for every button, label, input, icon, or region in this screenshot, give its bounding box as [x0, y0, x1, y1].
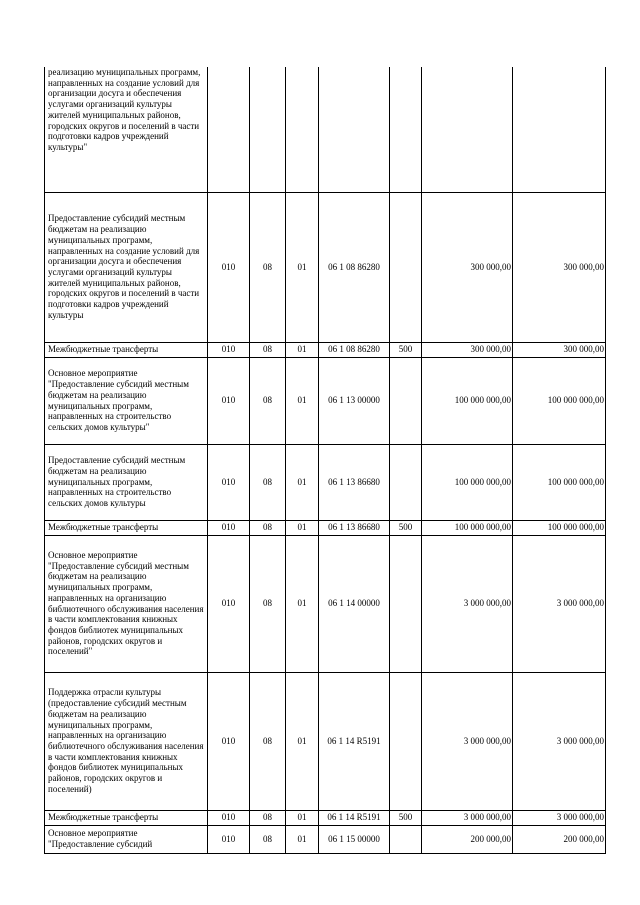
amount-cell-2: 100 000 000,00: [513, 520, 606, 535]
expense-type-cell: 500: [390, 810, 422, 825]
amount-cell-1: 300 000,00: [422, 192, 513, 342]
subsection-cell: 01: [286, 535, 319, 672]
ministry-code-cell: 010: [208, 342, 250, 357]
budget-table: [44, 67, 606, 854]
ministry-code-cell: 010: [208, 444, 250, 520]
amount-cell-2: 3 000 000,00: [513, 810, 606, 825]
amount-cell-1: 100 000 000,00: [422, 444, 513, 520]
amount-cell-1: [422, 67, 513, 192]
row-name-cell: Межбюджетные трансферты: [45, 342, 208, 357]
ministry-code-cell: 010: [208, 357, 250, 444]
subsection-cell: 01: [286, 357, 319, 444]
section-cell: 08: [250, 342, 286, 357]
section-cell: 08: [250, 357, 286, 444]
section-cell: 08: [250, 825, 286, 853]
row-name-cell: Межбюджетные трансферты: [45, 520, 208, 535]
row-name-cell: Предоставление субсидий местным бюджетам на реализацию муниципальных программ, направленных на создание условий для организации досуга и обеспечения услугами организаций культуры жителей муниципальных районов, городских округов и поселений в части подготовки кадров учреждений культуры: [45, 192, 208, 342]
subsection-cell: 01: [286, 520, 319, 535]
section-cell: 08: [250, 535, 286, 672]
ministry-code-cell: 010: [208, 192, 250, 342]
expense-type-cell: [390, 192, 422, 342]
amount-cell-2: 3 000 000,00: [513, 535, 606, 672]
expense-type-cell: [390, 444, 422, 520]
subsection-cell: 01: [286, 810, 319, 825]
section-cell: 08: [250, 520, 286, 535]
subsection-cell: 01: [286, 192, 319, 342]
ministry-code-cell: 010: [208, 535, 250, 672]
amount-cell-1: 3 000 000,00: [422, 672, 513, 810]
subsection-cell: 01: [286, 342, 319, 357]
subsection-cell: [286, 67, 319, 192]
subsection-cell: 01: [286, 444, 319, 520]
target-article-cell: 06 1 13 86680: [319, 520, 390, 535]
table-row: [45, 535, 606, 672]
target-article-cell: 06 1 13 86680: [319, 444, 390, 520]
section-cell: 08: [250, 192, 286, 342]
table-row: [45, 67, 606, 192]
table-row: [45, 825, 606, 853]
ministry-code-cell: 010: [208, 825, 250, 853]
section-cell: 08: [250, 444, 286, 520]
row-name-cell: Предоставление субсидий местным бюджетам на реализацию муниципальных программ, направленных на строительство сельских домов культуры: [45, 444, 208, 520]
row-name-cell: Основное мероприятие "Предоставление субсидий местным бюджетам на реализацию муниципальных программ, направленных на строительство сельских домов культуры": [45, 357, 208, 444]
expense-type-cell: 500: [390, 520, 422, 535]
ministry-code-cell: 010: [208, 672, 250, 810]
amount-cell-1: 300 000,00: [422, 342, 513, 357]
target-article-cell: 06 1 14 R5191: [319, 810, 390, 825]
amount-cell-2: 200 000,00: [513, 825, 606, 853]
expense-type-cell: [390, 357, 422, 444]
amount-cell-1: 200 000,00: [422, 825, 513, 853]
table-row: [45, 192, 606, 342]
amount-cell-2: 100 000 000,00: [513, 444, 606, 520]
amount-cell-1: 100 000 000,00: [422, 357, 513, 444]
target-article-cell: 06 1 08 86280: [319, 192, 390, 342]
target-article-cell: [319, 67, 390, 192]
target-article-cell: 06 1 14 R5191: [319, 672, 390, 810]
expense-type-cell: [390, 825, 422, 853]
amount-cell-1: 3 000 000,00: [422, 535, 513, 672]
amount-cell-1: 100 000 000,00: [422, 520, 513, 535]
row-name-cell: реализацию муниципальных программ, направленных на создание условий для организации досуга и обеспечения услугами организаций культуры жителей муниципальных районов, городских округов и поселений в части подготовки кадров учреждений культуры": [45, 67, 208, 192]
section-cell: [250, 67, 286, 192]
subsection-cell: 01: [286, 825, 319, 853]
amount-cell-2: 100 000 000,00: [513, 357, 606, 444]
row-name-cell: Основное мероприятие "Предоставление субсидий: [45, 825, 208, 853]
expense-type-cell: [390, 67, 422, 192]
expense-type-cell: 500: [390, 342, 422, 357]
expense-type-cell: [390, 672, 422, 810]
target-article-cell: 06 1 13 00000: [319, 357, 390, 444]
table-row: [45, 342, 606, 357]
ministry-code-cell: 010: [208, 810, 250, 825]
table-row: [45, 357, 606, 444]
amount-cell-2: 3 000 000,00: [513, 672, 606, 810]
expense-type-cell: [390, 535, 422, 672]
row-name-cell: Поддержка отрасли культуры (предоставление субсидий местным бюджетам на реализацию муниципальных программ, направленных на организацию библиотечного обслуживания населения в части комплектования книжных фондов библиотек муниципальных районов, городских округов и поселений): [45, 672, 208, 810]
ministry-code-cell: [208, 67, 250, 192]
table-row: [45, 810, 606, 825]
target-article-cell: 06 1 14 00000: [319, 535, 390, 672]
amount-cell-2: [513, 67, 606, 192]
section-cell: 08: [250, 672, 286, 810]
table-row: [45, 672, 606, 810]
target-article-cell: 06 1 15 00000: [319, 825, 390, 853]
section-cell: 08: [250, 810, 286, 825]
row-name-cell: Межбюджетные трансферты: [45, 810, 208, 825]
amount-cell-2: 300 000,00: [513, 192, 606, 342]
row-name-cell: Основное мероприятие "Предоставление субсидий местным бюджетам на реализацию муниципальных программ, направленных на организацию библиотечного обслуживания населения в части комплектования книжных фондов библиотек муниципальных районов, городских округов и поселений": [45, 535, 208, 672]
ministry-code-cell: 010: [208, 520, 250, 535]
table-row: [45, 520, 606, 535]
amount-cell-2: 300 000,00: [513, 342, 606, 357]
subsection-cell: 01: [286, 672, 319, 810]
amount-cell-1: 3 000 000,00: [422, 810, 513, 825]
target-article-cell: 06 1 08 86280: [319, 342, 390, 357]
table-row: [45, 444, 606, 520]
